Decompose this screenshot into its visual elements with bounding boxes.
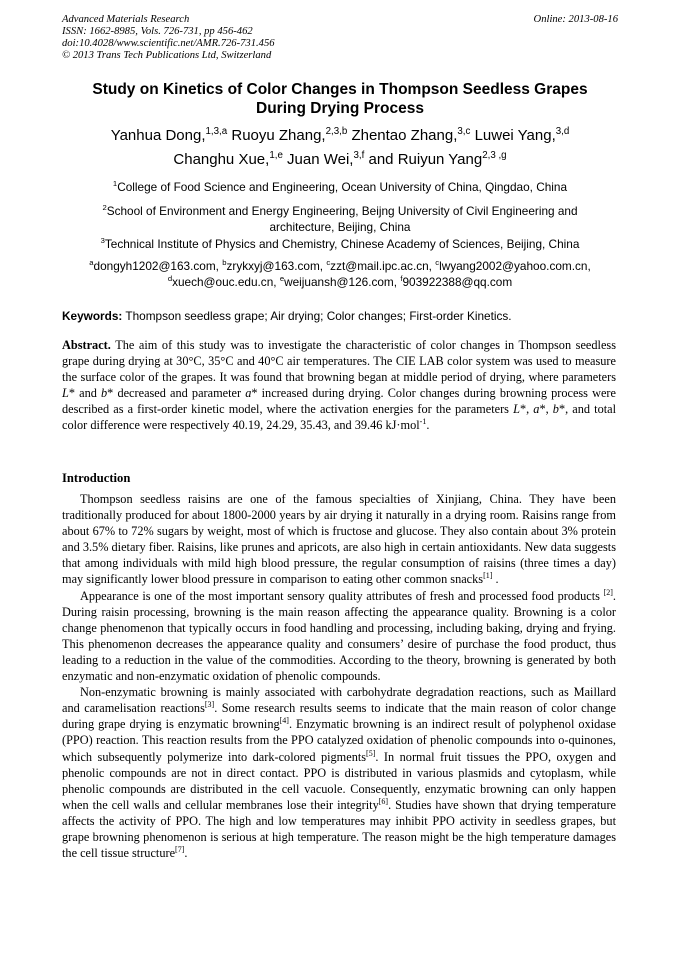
email: xuech@ouc.edu.cn, [172,275,277,289]
author-list [62,124,618,172]
author-sup: 2,3 ,g [482,150,507,161]
body-paragraph [62,588,616,685]
issn-line: ISSN: 1662-8985, Vols. 726-731, pp 456-462 [62,26,253,37]
aff-sup: 3 [100,236,105,246]
copyright-line: © 2013 Trans Tech Publications Ltd, Switzerland [62,50,272,61]
abstract-var: a [533,402,540,417]
doi-line: doi:10.4028/www.scientific.net/AMR.726-731.456 [62,38,275,49]
email: dongyh1202@163.com, [93,259,219,273]
author: Juan Wei, [287,151,354,168]
paragraph-text: . Enzymatic browning is an indirect result of polyphenol oxidase (PPO) reaction. This reaction results from the PPO catalyzed oxidation of phenolic compounds into o-quinones, which subsequently polymerize into dark-colored pigments [62,717,616,764]
author-line-1 [62,124,618,148]
citation-ref: [2] [603,587,613,597]
abstract-text: *, and total color difference were respectively 40.19, 24.29, 35.43, and 39.46 kJ·mol [62,402,617,433]
author: Luwei Yang, [474,127,556,144]
author: Ruoyu Zhang, [231,127,326,144]
abstract-text: . [426,418,430,433]
author-sup: 1,e [269,150,283,161]
affiliation-3 [62,236,618,252]
paper-title [62,80,618,118]
online-date: Online: 2013-08-16 [533,14,618,25]
email-line-2 [62,274,618,290]
body-paragraph [62,491,616,588]
introduction-body [62,491,616,861]
author-sup: 1,3,a [205,126,228,137]
paragraph-text: . Studies have shown that drying temperature affects the activity of PPO. The high and low temperatures may inhibit PPO activity in seedless grapes, but grape browning phenomenon is serious at high temperature. The reason might be the high temperature damages the cell tissue structure [62,797,617,861]
section-heading-introduction: Introduction [62,471,131,485]
keywords-text: Thompson seedless grape; Air drying; Color changes; First-order Kinetics. [125,309,512,323]
email: 903922388@qq.com [402,275,513,289]
citation-ref: [1] [483,571,493,581]
affiliation-1 [62,179,618,195]
title-line-1: Study on Kinetics of Color Changes in Thompson Seedless Grapes [92,81,588,98]
aff-text: School of Environment and Energy Engineering, Beijng University of Civil Engineering and architecture, Beijing, China [106,204,578,234]
abstract-text: * decreased and parameter [107,386,246,401]
citation-ref: [6] [378,796,389,806]
aff-sup: 1 [112,179,118,189]
abstract [62,337,616,434]
paragraph-text: . Some research results seems to indicate that the main reason of color change during grape drying is enzymatic browning [62,701,616,732]
email: lwyang2002@yahoo.com.cn, [439,259,591,273]
body-paragraph [62,684,616,861]
email-sup: d [167,274,173,284]
abstract-text: *, [519,402,534,417]
author-sup: 3,f [353,150,365,161]
author-sup: 2,3,b [325,126,348,137]
email-sup: e [279,274,285,284]
email-sup: b [222,258,227,268]
email-sup: a [89,258,94,268]
paragraph-text: . [492,572,499,587]
aff-sup: 2 [102,203,107,213]
abstract-var: b [552,402,559,417]
journal-name: Advanced Materials Research [62,14,190,25]
citation-ref: [5] [366,748,376,758]
abstract-var: L [62,386,69,401]
keywords [62,308,618,324]
abstract-label: Abstract. [62,338,111,352]
email: zrykxyj@163.com, [226,259,324,273]
paragraph-text: . In normal fruit tissues the PPO, oxygen and phenolic compounds are not in direct contact. PPO is distributed in various plasmids and cytoplasm, while phenolic compounds are distributed in the cell vacuole. Consequently, enzymatic browning can only happen when the cell walls and cellular membranes lose their integrity [62,749,616,812]
abstract-text: * and [68,386,102,401]
abstract-text: The aim of this study was to investigate the characteristic of color changes in Thompson seedless grape during drying at 30°C, 35°C and 40°C air temperatures. The CIE LAB color system was used to measure the surface color of the grapes. It was found that browning began at middle period of drying, where parameters [62,338,616,385]
abstract-text: * increased during drying. Color changes during browning process were described as a first-order kinetic model, where the activation energies for the parameters [62,386,616,417]
email-list [62,258,618,290]
abstract-var: a [245,386,252,401]
abstract-var: b [101,386,108,401]
author-sup: 3,c [457,126,471,137]
paragraph-text: Non-enzymatic browning is mainly associated with carbohydrate degradation reactions, such as Maillard and caramelisation reactions [62,685,616,716]
paragraph-text: Appearance is one of the most important sensory quality attributes of fresh and processed food products [80,588,604,603]
abstract-var: L [513,402,520,417]
citation-ref: [4] [279,716,289,726]
keywords-label: Keywords: [62,309,123,323]
author: Zhentao Zhang, [351,127,458,144]
aff-text: Technical Institute of Physics and Chemistry, Chinese Academy of Sciences, Beijing, China [104,237,580,251]
citation-ref: [3] [204,700,215,710]
email-line-1 [62,258,618,274]
author: Yanhua Dong, [110,127,206,144]
journal-header [62,14,618,62]
author-line-2 [62,148,618,172]
citation-ref: [7] [175,844,185,854]
author-sup: 3,d [555,126,570,137]
abstract-exponent: -1 [419,417,427,427]
email-sup: f [400,274,403,284]
paragraph-text: . During raisin processing, browning is the main reason affecting the appearance quality. Browning is a color change phenomenon that typically occurs in food handling and processing, including baking, drying and frying. This phenomenon decreases the appearance quality and consumers’ desire of purchase the food product, thus leading to a reduction in the value of the commodities. According to the theory, browning is generated by both enzymatic and non-enzymatic oxidation of phenolic compounds. [62,588,616,684]
abstract-text: *, [539,402,553,417]
author: Changhu Xue, [173,151,270,168]
paragraph-text: . [184,846,188,861]
email: zzt@mail.ipc.ac.cn, [330,259,432,273]
paragraph-text: Thompson seedless raisins are one of the famous specialties of Xinjiang, China. They have been traditionally produced for about 1800-2000 years by air drying it naturally in a drying room. Raisins range from about 67% to 72% sugars by weight, most of which is fructose and glucose. They also contain about 3% protein and 3.5% dietary fiber. Raisins, like prunes and apricots, are also high in certain antioxidants. New data suggests that among individuals with mild high blood pressure, the regular consumption of raisins (three times a day) may significantly lower blood pressure in comparison to eating other common snacks [62,492,616,587]
email-sup: c [435,258,440,268]
email: weijuansh@126.com, [284,275,398,289]
email-sup: c [326,258,331,268]
aff-text: College of Food Science and Engineering, Ocean University of China, Qingdao, China [117,180,568,194]
affiliation-2 [62,203,618,235]
author: and Ruiyun Yang [368,151,483,168]
title-line-2: During Drying Process [256,100,424,117]
